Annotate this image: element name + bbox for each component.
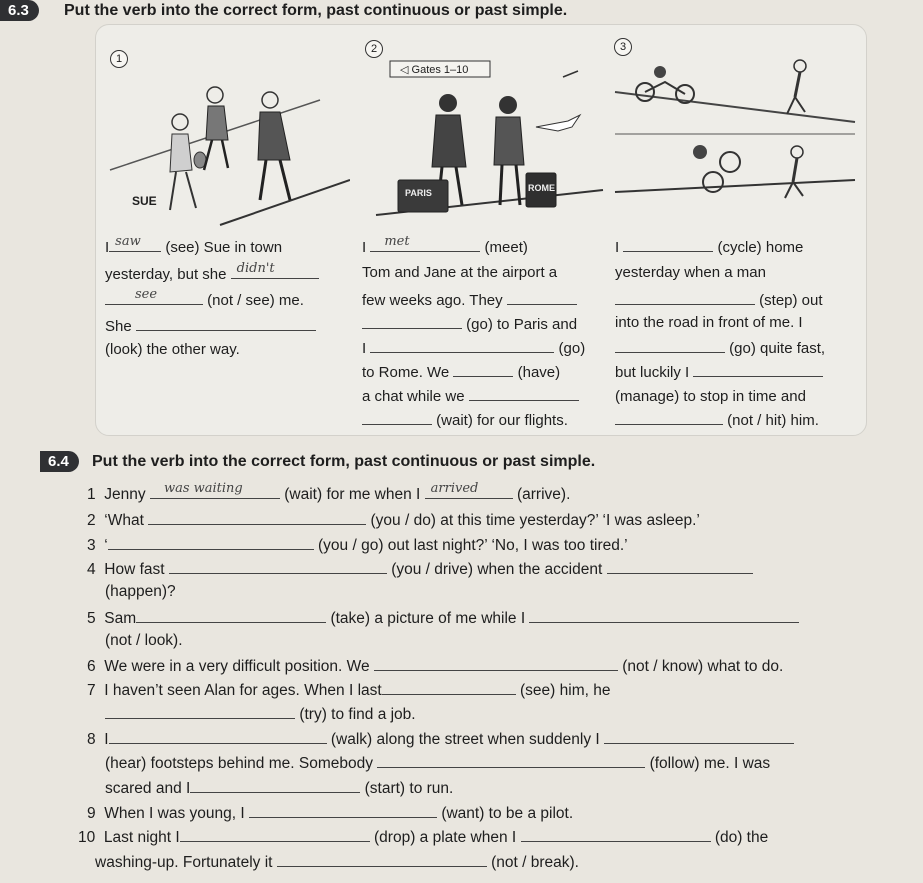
ex63-c1-line-5: (look) the other way. xyxy=(105,341,240,358)
question-8-line-3: scared and I (start) to run. xyxy=(105,780,454,797)
answer-blank[interactable]: was waiting xyxy=(150,484,280,499)
ex63-c3-line-4: into the road in front of me. I xyxy=(615,314,803,331)
answer-blank[interactable] xyxy=(521,827,711,842)
gates-sign: ◁ Gates 1–10 xyxy=(400,64,469,76)
answer-blank[interactable] xyxy=(109,729,327,744)
question-6: 6 We were in a very difficult position. We (not / know) what to do. xyxy=(87,658,784,675)
question-3: 3 ‘ (you / go) out last night?’ ‘No, I was too tired.’ xyxy=(87,537,628,554)
illustration-airport xyxy=(358,55,608,230)
question-4-line-2: (happen)? xyxy=(105,583,176,600)
answer-blank[interactable] xyxy=(623,237,713,252)
answer-blank[interactable]: saw xyxy=(109,237,161,252)
answer-blank[interactable]: see xyxy=(105,290,203,305)
ex63-c1-line-4: She xyxy=(105,316,316,336)
answer-blank[interactable] xyxy=(507,290,577,305)
answer-blank[interactable] xyxy=(615,338,725,353)
ex63-c2-line-7: a chat while we xyxy=(362,386,579,406)
ex63-c2-line-6: to Rome. We (have) xyxy=(362,364,561,381)
question-2: 2 ‘What (you / do) at this time yesterday?’ ‘I was asleep.’ xyxy=(87,512,700,529)
ex63-c3-line-1: I (cycle) home xyxy=(615,239,804,256)
answer-blank[interactable] xyxy=(136,316,316,331)
answer-blank[interactable] xyxy=(453,362,513,377)
ex63-c3-line-6: but luckily I xyxy=(615,362,823,382)
ex63-c3-line-7: (manage) to stop in time and xyxy=(615,388,806,405)
ex63-c2-line-8: (wait) for our flights. xyxy=(362,410,568,430)
ex63-c1-line-3: see (not / see) me. xyxy=(105,290,304,310)
question-7-line-1: 7 I haven’t seen Alan for ages. When I last (see) him, he xyxy=(87,682,611,699)
answer-blank[interactable] xyxy=(136,608,326,623)
exercise-number-6-4: 6.4 xyxy=(40,451,79,472)
answer-blank[interactable] xyxy=(529,608,799,623)
exercise-instruction-6-3: Put the verb into the correct form, past continuous or past simple. xyxy=(64,2,568,19)
answer-blank[interactable] xyxy=(169,559,387,574)
answer-blank[interactable] xyxy=(277,852,487,867)
answer-blank[interactable] xyxy=(180,827,370,842)
question-7-line-2: (try) to find a job. xyxy=(105,704,416,724)
answer-blank[interactable] xyxy=(615,410,723,425)
ex63-c1-line-1: I saw (see) Sue in town xyxy=(105,234,283,256)
answer-blank[interactable]: arrived xyxy=(425,484,513,499)
answer-blank[interactable] xyxy=(604,729,794,744)
answer-blank[interactable] xyxy=(693,362,823,377)
answer-blank[interactable] xyxy=(190,778,360,793)
answer-blank[interactable]: met xyxy=(370,237,480,252)
answer-blank[interactable] xyxy=(377,753,645,768)
question-4-line-1: 4 How fast (you / drive) when the accident xyxy=(87,559,753,579)
question-5-line-2: (not / look). xyxy=(105,632,183,649)
answer-blank[interactable] xyxy=(370,338,554,353)
picture-number-2: 2 xyxy=(365,40,383,58)
luggage-tag-rome: ROME xyxy=(528,183,555,193)
question-8-line-1: 8 I (walk) along the street when suddenly I xyxy=(87,729,794,749)
answer-blank[interactable] xyxy=(382,680,516,695)
answer-blank[interactable] xyxy=(607,559,753,574)
answer-blank[interactable]: didn't xyxy=(231,264,319,279)
ex63-c2-line-1: I met (meet) xyxy=(362,234,528,256)
ex63-c3-line-8: (not / hit) him. xyxy=(615,410,819,430)
sue-label: SUE xyxy=(132,194,157,208)
luggage-tag-paris: PARIS xyxy=(405,188,432,198)
exercise-number-6-3: 6.3 xyxy=(0,0,39,21)
question-8-line-2: (hear) footsteps behind me. Somebody (follow) me. I was xyxy=(105,755,771,772)
ex63-c2-line-4: (go) to Paris and xyxy=(362,314,577,334)
question-1: 1 Jenny was waiting (wait) for me when I arrived (arrive). xyxy=(87,481,571,503)
question-10-line-2: washing-up. Fortunately it (not / break). xyxy=(95,854,579,871)
answer-blank[interactable] xyxy=(362,314,462,329)
ex63-c2-line-2: Tom and Jane at the airport a xyxy=(362,264,558,281)
ex63-c3-line-5: (go) quite fast, xyxy=(615,338,825,358)
exercise-instruction-6-4: Put the verb into the correct form, past continuous or past simple. xyxy=(92,453,596,470)
answer-blank[interactable] xyxy=(148,510,366,525)
ex63-c3-line-2: yesterday when a man xyxy=(615,264,766,281)
ex63-c2-line-5: I (go) xyxy=(362,340,586,357)
answer-blank[interactable] xyxy=(362,410,432,425)
picture-number-3: 3 xyxy=(614,38,632,56)
answer-blank[interactable] xyxy=(105,704,295,719)
answer-blank[interactable] xyxy=(374,656,618,671)
answer-blank[interactable] xyxy=(108,535,314,550)
ex63-c2-line-3: few weeks ago. They xyxy=(362,290,577,310)
picture-number-1: 1 xyxy=(110,50,128,68)
ex63-c3-line-3: (step) out xyxy=(615,290,823,310)
question-9: 9 When I was young, I (want) to be a pilot. xyxy=(87,805,574,822)
illustration-cyclist xyxy=(605,52,860,232)
question-10-line-1: 10 Last night I (drop) a plate when I (do) the xyxy=(78,829,769,846)
question-5-line-1: 5 Sam (take) a picture of me while I xyxy=(87,608,799,628)
answer-blank[interactable] xyxy=(249,803,437,818)
ex63-c1-line-2: yesterday, but she didn't xyxy=(105,264,319,284)
answer-blank[interactable] xyxy=(615,290,755,305)
answer-blank[interactable] xyxy=(469,386,579,401)
